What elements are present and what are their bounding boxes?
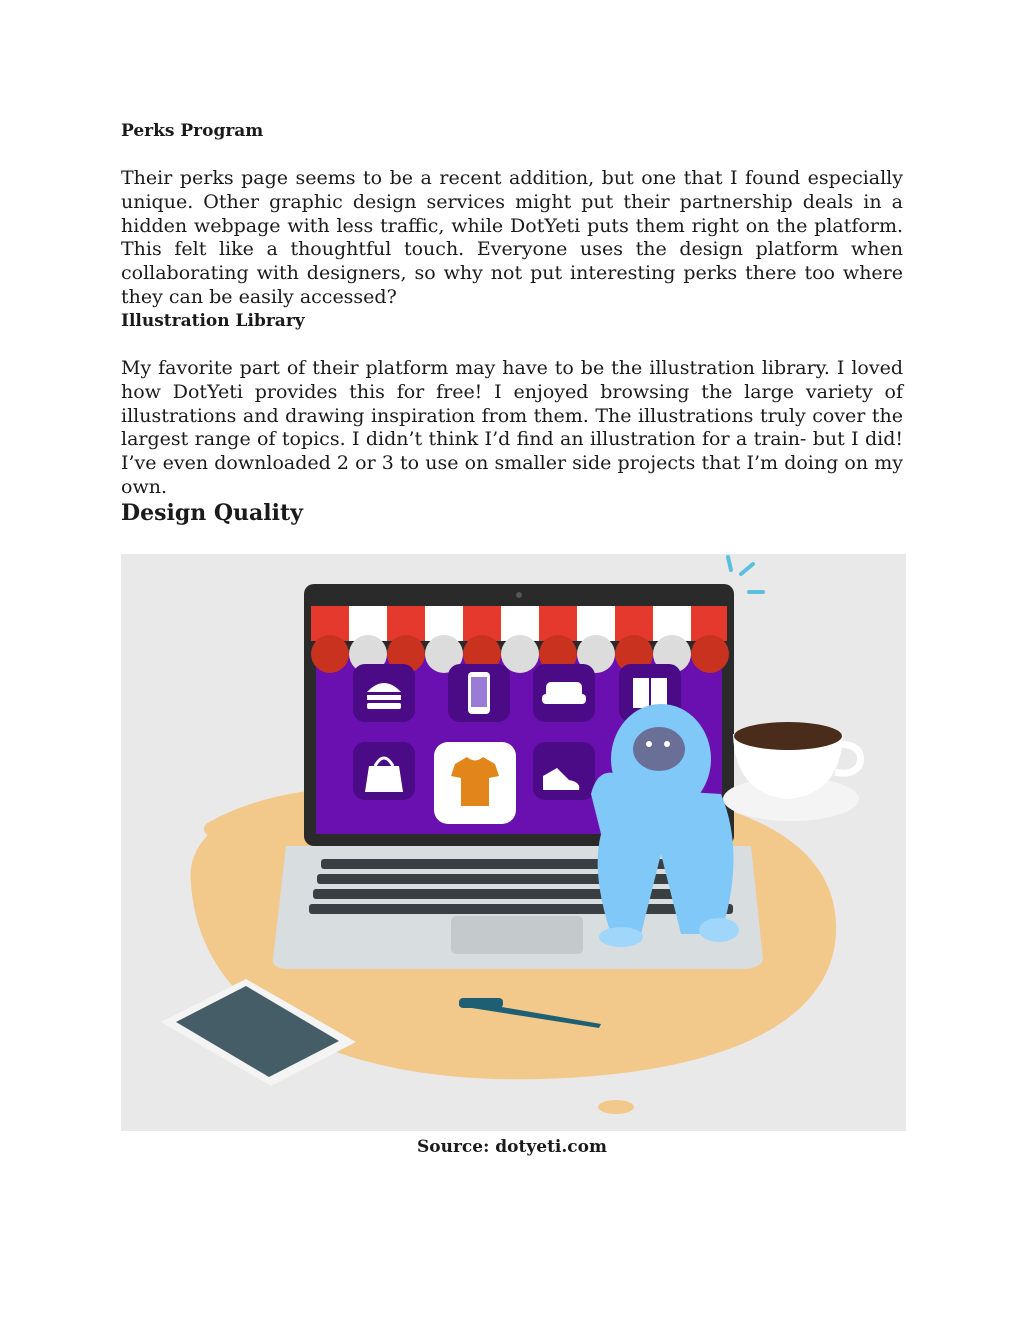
shop-laptop-illustration xyxy=(121,554,906,1131)
illustration-figure xyxy=(121,554,906,1131)
trackpad xyxy=(451,916,583,954)
awning xyxy=(311,606,729,673)
paragraph-illustration: My favorite part of their platform may have to be the illustration library. I loved how DotYeti provides this for free! I enjoyed browsing the large variety of illustrations and drawing inspiration from them. The illustrations truly cover the largest range of topics. I didn’t think I’d find an illustration for a train- but I did! I’ve even downloaded 2 or 3 to use on smaller side projects that I’m doing on my own. xyxy=(121,357,903,498)
burger-icon xyxy=(353,664,415,722)
paragraph-perks: Their perks page seems to be a recent addition, but one that I found especially unique. Other graphic design services might put their partnership deals in a hidden webpage with less traffic, while DotYeti puts them right on the platform. This felt like a thoughtful touch. Everyone uses the design platform when collaborating with designers, so why not put interesting perks there too where they can be easily accessed? xyxy=(121,167,903,308)
coffee-cup xyxy=(723,722,861,821)
phone-icon xyxy=(448,664,510,722)
figure-caption: Source: dotyeti.com xyxy=(417,1137,607,1157)
shoe-icon xyxy=(533,742,595,800)
section-heading-perks: Perks Program xyxy=(121,121,264,141)
section-heading-illustration: Illustration Library xyxy=(121,311,305,331)
handbag-icon xyxy=(353,742,415,800)
tshirt-icon xyxy=(434,742,516,824)
sofa-icon xyxy=(533,664,595,722)
design-quality-heading: Design Quality xyxy=(121,500,303,526)
